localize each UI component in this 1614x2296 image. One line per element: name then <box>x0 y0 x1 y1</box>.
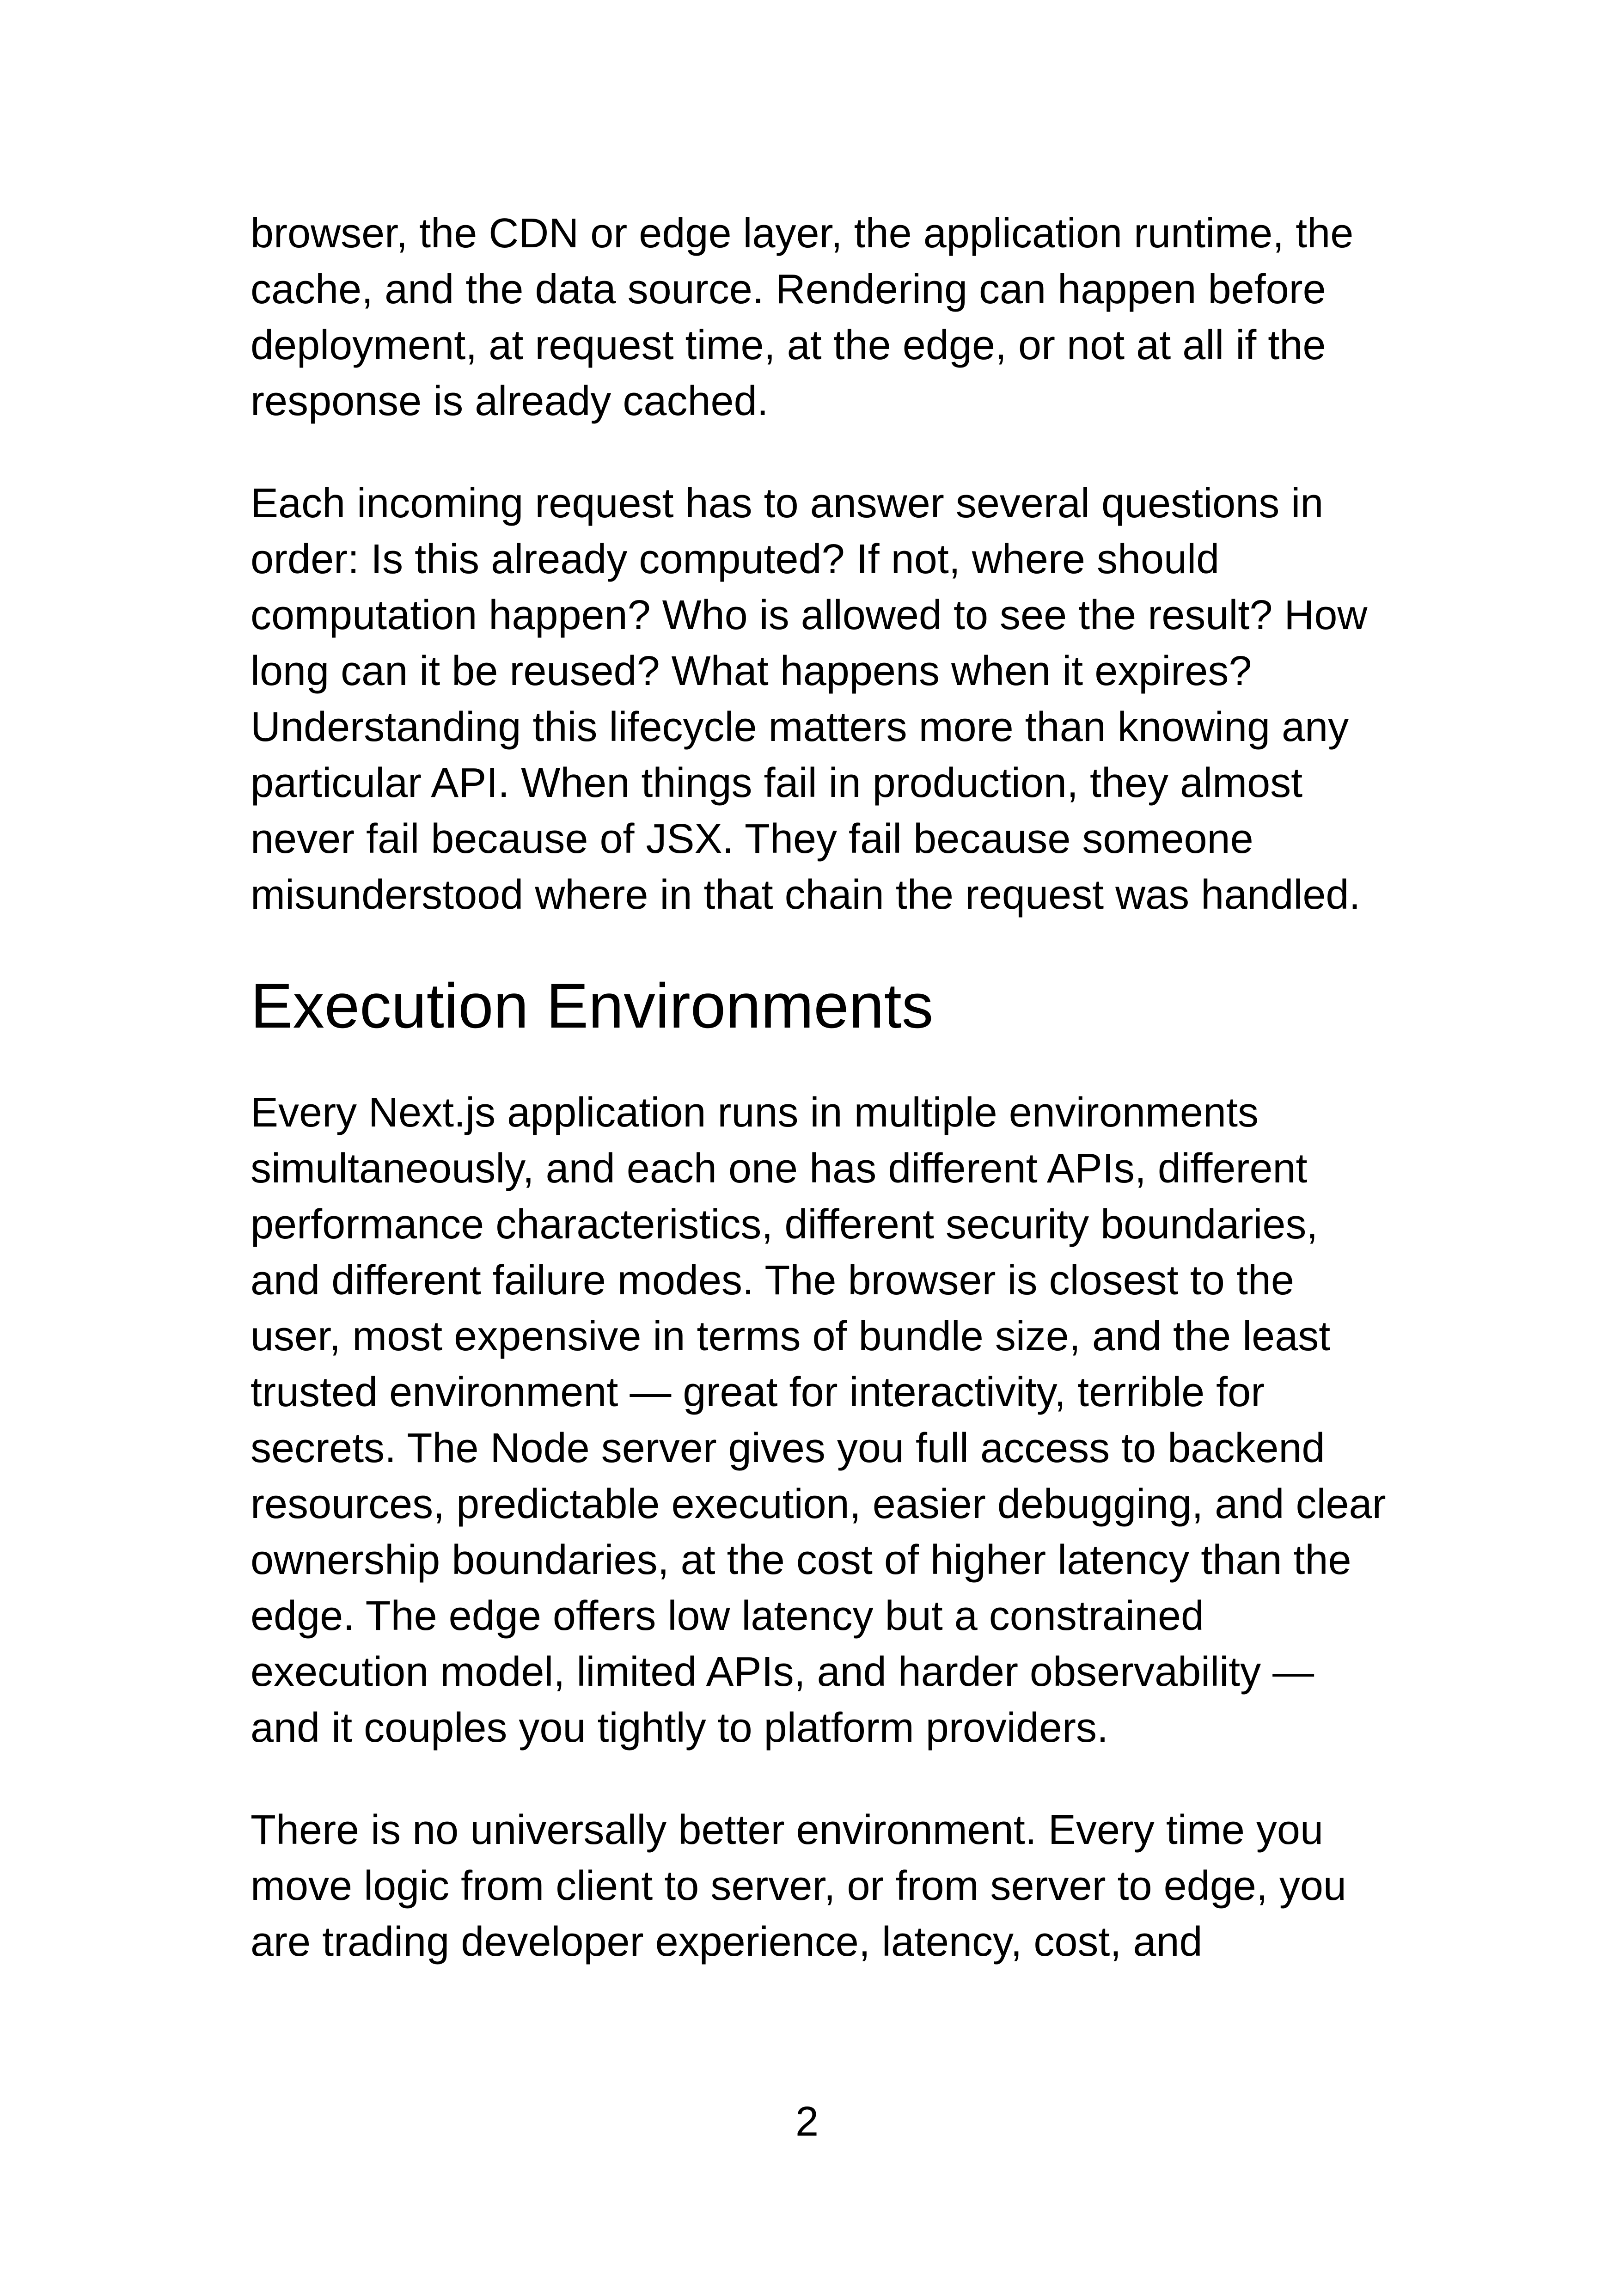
text-line: move logic from client to server, or from server to edge, you <box>251 1863 1346 1909</box>
section-heading: Execution Environments <box>251 971 934 1041</box>
text-line: Every Next.js application runs in multiple environments <box>251 1090 1259 1136</box>
text-line: browser, the CDN or edge layer, the application runtime, the <box>251 210 1354 257</box>
text-line: deployment, at request time, at the edge, or not at all if the <box>251 322 1326 368</box>
page-number: 2 <box>795 2099 819 2145</box>
text-line: secrets. The Node server gives you full access to backend <box>251 1425 1325 1471</box>
text-line: simultaneously, and each one has different APIs, different <box>251 1145 1308 1192</box>
paragraph-3 <box>251 1085 1415 1756</box>
text-line: never fail because of JSX. They fail because someone <box>251 816 1253 862</box>
paragraph-1 <box>251 206 1415 429</box>
heading-spacer <box>251 923 1415 969</box>
paragraph-spacer <box>251 1756 1415 1802</box>
text-line: trusted environment — great for interactivity, terrible for <box>251 1369 1265 1415</box>
paragraph-4 <box>251 1802 1415 1970</box>
text-line: misunderstood where in that chain the request was handled. <box>251 872 1361 918</box>
text-line: cache, and the data source. Rendering can happen before <box>251 266 1326 312</box>
heading-spacer <box>251 1043 1415 1085</box>
text-line: edge. The edge offers low latency but a constrained <box>251 1593 1204 1639</box>
text-line: ownership boundaries, at the cost of higher latency than the <box>251 1537 1351 1583</box>
text-line: and different failure modes. The browser is closest to the <box>251 1257 1294 1304</box>
text-line: There is no universally better environment. Every time you <box>251 1807 1324 1853</box>
paragraph-2 <box>251 476 1415 923</box>
text-line: Understanding this lifecycle matters more than knowing any <box>251 704 1349 750</box>
text-line: execution model, limited APIs, and harder observability — <box>251 1649 1314 1695</box>
text-line: and it couples you tightly to platform providers. <box>251 1705 1108 1751</box>
text-line: are trading developer experience, latency, cost, and <box>251 1919 1203 1965</box>
text-line: computation happen? Who is allowed to see the result? How <box>251 592 1368 638</box>
paragraph-spacer <box>251 429 1415 476</box>
text-line: user, most expensive in terms of bundle size, and the least <box>251 1313 1331 1359</box>
text-line: performance characteristics, different security boundaries, <box>251 1201 1318 1248</box>
text-line: Each incoming request has to answer several questions in <box>251 480 1324 527</box>
text-line: long can it be reused? What happens when it expires? <box>251 648 1252 694</box>
page-body <box>251 206 1415 1970</box>
text-line: resources, predictable execution, easier debugging, and clear <box>251 1481 1386 1527</box>
text-line: order: Is this already computed? If not, where should <box>251 536 1220 582</box>
text-line: particular API. When things fail in production, they almost <box>251 760 1303 806</box>
text-line: response is already cached. <box>251 378 769 424</box>
